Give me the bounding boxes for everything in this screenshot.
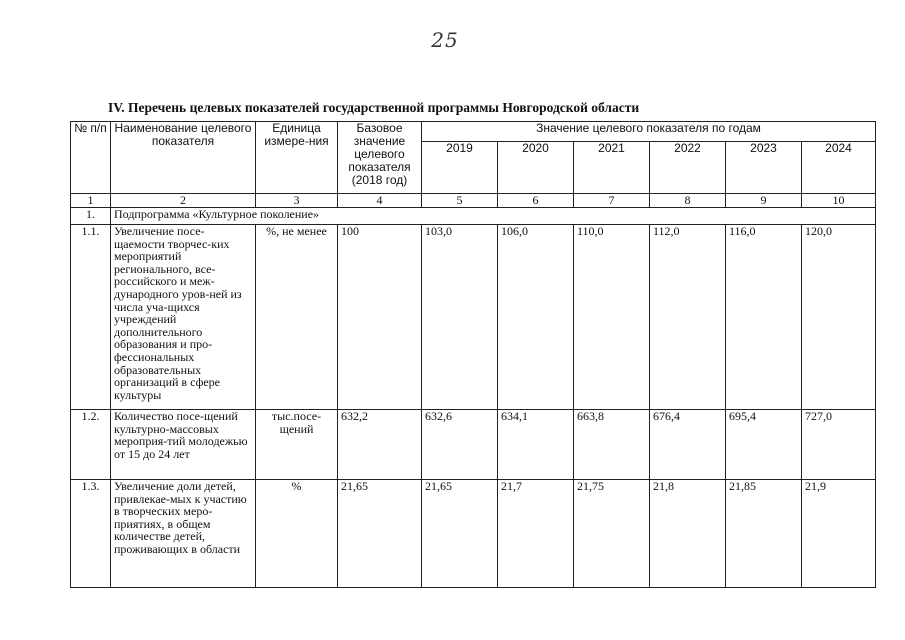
row-value: 21,85 (726, 480, 802, 588)
row-num: 1.3. (71, 480, 111, 588)
column-numbers-row (71, 194, 876, 208)
subprogram-row (71, 208, 876, 225)
column-number: 6 (498, 194, 574, 208)
header-by-years: Значение целевого показателя по годам (422, 122, 876, 142)
row-value: 106,0 (498, 225, 574, 410)
row-name: Количество посе-щений культурно-массовых мероприя-тий молодежью от 15 до 24 лет (111, 410, 256, 480)
table-row (71, 225, 876, 410)
row-value: 21,65 (422, 480, 498, 588)
row-unit: тыс.посе-щений (256, 410, 338, 480)
row-value: 676,4 (650, 410, 726, 480)
column-number: 4 (338, 194, 422, 208)
row-value: 21,9 (802, 480, 876, 588)
table-row (71, 480, 876, 588)
column-number: 2 (111, 194, 256, 208)
header-year: 2023 (726, 142, 802, 194)
row-base: 100 (338, 225, 422, 410)
table-row (71, 410, 876, 480)
row-name: Увеличение посе-щаемости творчес-ких мероприятий регионального, все-российского и меж-дународного уров-ней из числа уча-щихся учреждений дополнительного образования и про-фессиональных образовательных организаций в сфере культуры (111, 225, 256, 410)
column-number: 10 (802, 194, 876, 208)
header-base: Базовое значение целевого показателя (2018 год) (338, 122, 422, 194)
row-value: 112,0 (650, 225, 726, 410)
row-value: 21,8 (650, 480, 726, 588)
header-year: 2021 (574, 142, 650, 194)
row-base: 632,2 (338, 410, 422, 480)
header-name: Наименование целевого показателя (111, 122, 256, 194)
row-value: 116,0 (726, 225, 802, 410)
row-unit: %, не менее (256, 225, 338, 410)
row-value: 727,0 (802, 410, 876, 480)
document-title: IV. Перечень целевых показателей государственной программы Новгородской области (108, 100, 640, 115)
page-number: 25 (431, 28, 459, 52)
indicators-table (70, 121, 876, 588)
row-value: 120,0 (802, 225, 876, 410)
subprogram-num: 1. (71, 208, 111, 225)
row-value: 663,8 (574, 410, 650, 480)
column-number: 1 (71, 194, 111, 208)
column-number: 7 (574, 194, 650, 208)
row-value: 21,7 (498, 480, 574, 588)
row-value: 103,0 (422, 225, 498, 410)
header-num: № п/п (71, 122, 111, 194)
subprogram-name: Подпрограмма «Культурное поколение» (111, 208, 876, 225)
header-unit: Единица измере-ния (256, 122, 338, 194)
row-value: 110,0 (574, 225, 650, 410)
row-unit: % (256, 480, 338, 588)
row-num: 1.1. (71, 225, 111, 410)
row-value: 634,1 (498, 410, 574, 480)
row-base: 21,65 (338, 480, 422, 588)
row-num: 1.2. (71, 410, 111, 480)
header-year: 2024 (802, 142, 876, 194)
column-number: 8 (650, 194, 726, 208)
row-name: Увеличение доли детей, привлекае-мых к участию в творческих меро-приятиях, в общем количестве детей, проживающих в области (111, 480, 256, 588)
header-year: 2022 (650, 142, 726, 194)
header-year: 2020 (498, 142, 574, 194)
column-number: 3 (256, 194, 338, 208)
row-value: 695,4 (726, 410, 802, 480)
header-year: 2019 (422, 142, 498, 194)
row-value: 632,6 (422, 410, 498, 480)
column-number: 5 (422, 194, 498, 208)
row-value: 21,75 (574, 480, 650, 588)
column-number: 9 (726, 194, 802, 208)
